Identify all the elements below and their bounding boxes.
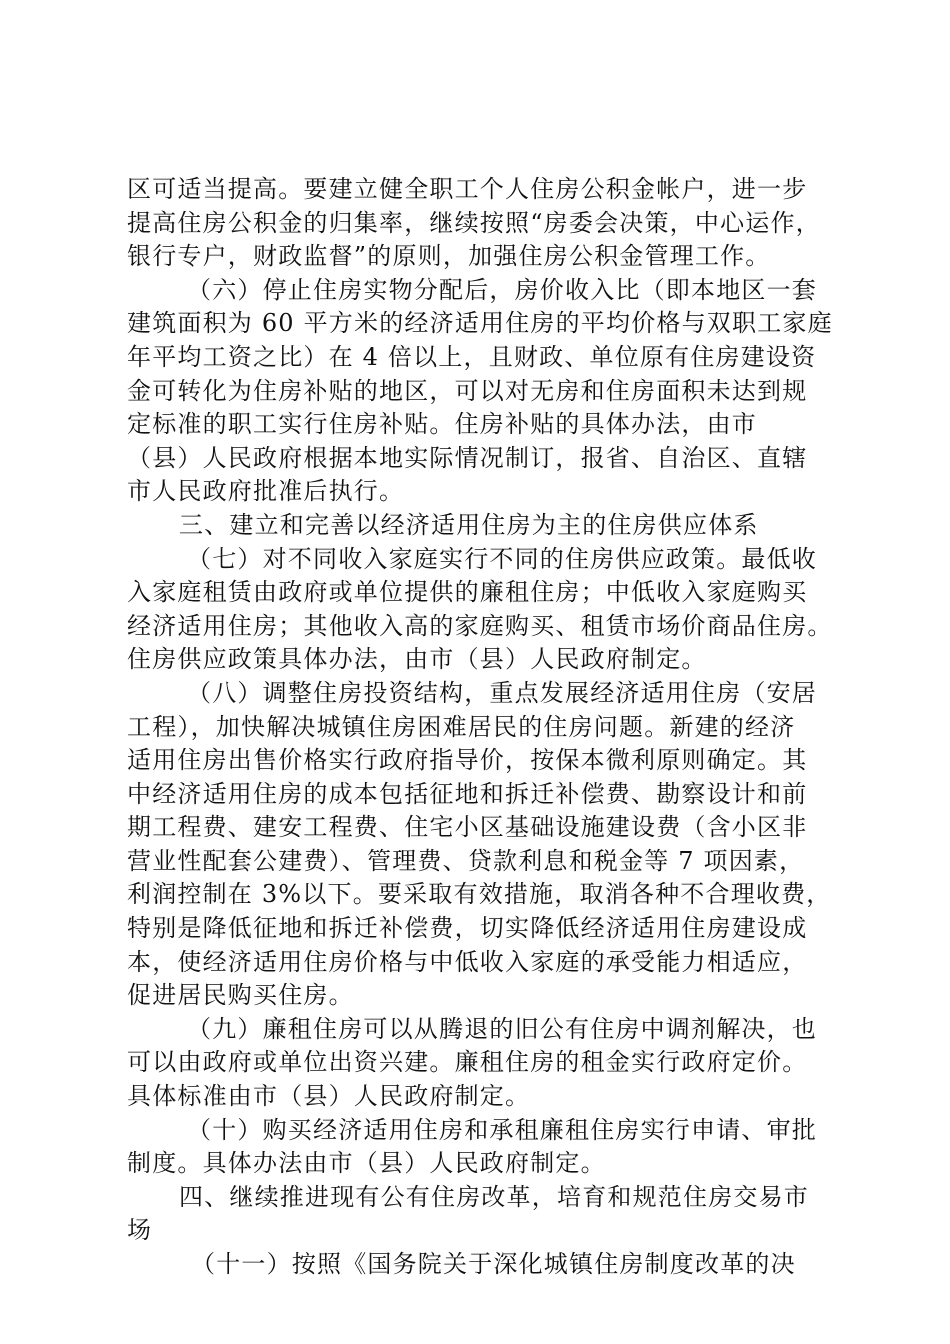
text-line: 制度。具体办法由市（县）人民政府制定。 [127,1149,606,1178]
paragraph-start-line: （十一）按照《国务院关于深化城镇住房制度改革的决 [191,1250,796,1278]
text-line: 入家庭租赁由政府或单位提供的廉租住房；中低收入家庭购买 [127,578,808,607]
text-line: 住房供应政策具体办法，由市（县）人民政府制定。 [127,645,707,674]
text-line: 特别是降低征地和拆迁补偿费，切实降低经济适用住房建设成 [127,914,808,943]
text-line: 经济适用住房；其他收入高的家庭购买、租赁市场价商品住房。 [127,611,833,640]
text-line: 建筑面积为 60 平方米的经济适用住房的平均价格与双职工家庭 [127,309,833,338]
text-line: 营业性配套公建费）、管理费、贷款利息和税金等 7 项因素， [127,846,805,875]
text-line: 中经济适用住房的成本包括征地和拆迁补偿费、勘察设计和前 [127,779,808,808]
document-body [127,173,837,1282]
text-line: 可以由政府或单位出资兴建。廉租住房的租金实行政府定价。 [127,1048,808,1077]
text-line: 促进居民购买住房。 [127,981,354,1010]
text-line: 期工程费、建安工程费、住宅小区基础设施建设费（含小区非 [127,813,808,842]
paragraph-start-line: （八）调整住房投资结构，重点发展经济适用住房（安居 [187,678,817,707]
text-line: 具体标准由市（县）人民政府制定。 [127,1082,531,1111]
text-line: 利润控制在 3%以下。要采取有效措施，取消各种不合理收费， [127,880,832,909]
text-line: 提高住房公积金的归集率，继续按照“房委会决策，中心运作， [127,208,821,237]
section-heading: 三、建立和完善以经济适用住房为主的住房供应体系 [179,510,759,539]
text-line: 本，使经济适用住房价格与中低收入家庭的承受能力相适应， [127,947,808,976]
text-line: 金可转化为住房补贴的地区，可以对无房和住房面积未达到规 [127,376,808,405]
text-line: 市人民政府批准后执行。 [127,477,405,506]
text-line: 区可适当提高。要建立健全职工个人住房公积金帐户，进一步 [127,175,808,203]
text-line: 定标准的职工实行住房补贴。住房补贴的具体办法，由市 [127,410,757,439]
paragraph-start-line: （十）购买经济适用住房和承租廉租住房实行申请、审批 [187,1115,817,1144]
section-heading: 四、继续推进现有公有住房改革，培育和规范住房交易市 [179,1182,809,1211]
text-line: 场 [127,1216,153,1245]
paragraph-start-line: （七）对不同收入家庭实行不同的住房供应政策。最低收 [187,544,817,573]
text-line: 适用住房出售价格实行政府指导价，按保本微利原则确定。其 [127,746,808,775]
text-line: （县）人民政府根据本地实际情况制订，报省、自治区、直辖 [127,443,808,472]
paragraph-start-line: （六）停止住房实物分配后，房价收入比（即本地区一套 [187,275,817,304]
text-line: 年平均工资之比）在 4 倍以上，且财政、单位原有住房建设资 [127,342,817,371]
text-line: 银行专户，财政监督”的原则，加强住房公积金管理工作。 [127,242,771,271]
text-line: 工程），加快解决城镇住房困难居民的住房问题。新建的经济 [127,712,796,741]
paragraph-start-line: （九）廉租住房可以从腾退的旧公有住房中调剂解决，也 [187,1014,817,1043]
